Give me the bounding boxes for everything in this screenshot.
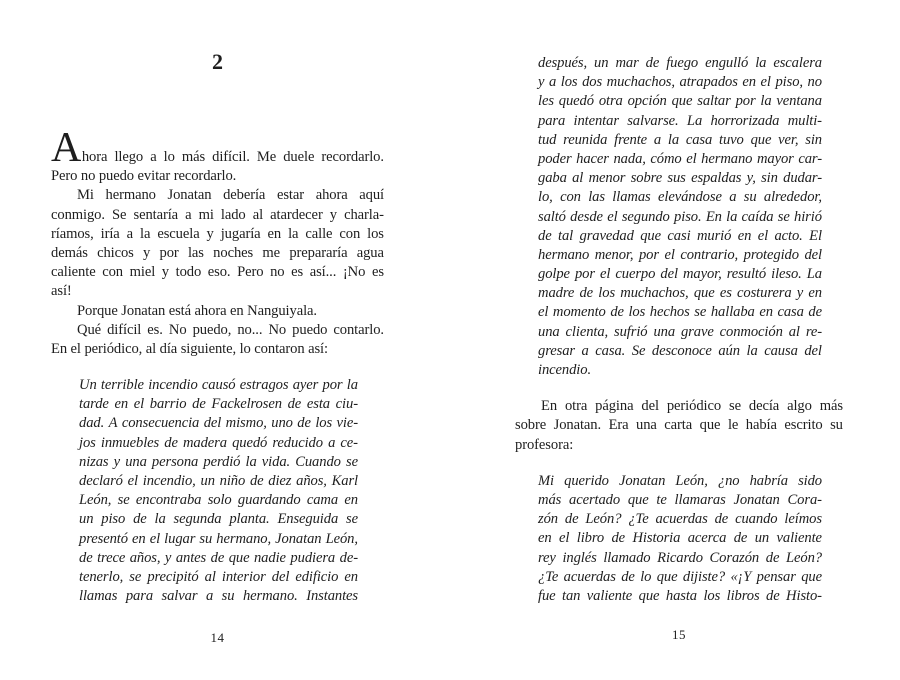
text-line: poder hacer nada, cómo el hermano mayor car-: [538, 150, 822, 167]
text-line: Pero no puedo evitar recordarlo.: [51, 168, 237, 185]
paragraph: [51, 321, 384, 359]
text-line: En otra página del periódico se decía algo más: [541, 398, 843, 415]
text-line: tarde en el barrio de Fackelrosen de esta ciu-: [79, 396, 358, 413]
text-line: Qué difícil es. No puedo, no... No puedo contarlo.: [77, 321, 384, 338]
text-line: jos inmuebles de madera quedó reducido a ce-: [79, 434, 358, 451]
text-line: de trece años, y antes de que nadie pudiera de-: [79, 549, 358, 566]
text-line: conmigo. Se sentaría a mi lado al atardecer y charla-: [51, 206, 384, 223]
text-line: incendio.: [538, 362, 592, 378]
text-line: zón de León? ¿Te acuerdas de cuando leímos: [538, 511, 822, 528]
text-line: hermano menor, por el contrario, protegido del: [538, 246, 822, 263]
text-line: un piso de la segunda planta. Enseguida se: [79, 511, 358, 528]
text-line: más acertado que te llamaras Jonatan Cora-: [538, 491, 822, 508]
page-number-left: 14: [210, 630, 225, 645]
text-line: Mi querido Jonatan León, ¿no habría sido: [538, 472, 822, 489]
text-line: presentó en el lugar su hermano, Jonatan León,: [79, 530, 358, 547]
text-line: tenerlo, se precipitó al interior del edificio en: [79, 568, 358, 585]
text-line: dad. A consecuencia del mismo, uno de los vie-: [79, 415, 358, 432]
quote-block: [538, 54, 822, 380]
text-line: después, un mar de fuego engulló la escalera: [538, 55, 822, 71]
text-line: En el periódico, al día siguiente, lo contaron así:: [51, 340, 328, 357]
text-line: llamas para salvar a su hermano. Instantes: [79, 588, 358, 605]
text-line: rey inglés llamado Ricardo Corazón de León?: [538, 549, 822, 566]
text-line: demás chicos y por las noches me prepararía agua: [51, 244, 384, 261]
text-line: profesora:: [515, 436, 574, 453]
page-body-left: [51, 125, 384, 606]
text-line: gaba al menor sobre sus espaldas y, sin dudar-: [538, 170, 822, 187]
page-left: [51, 0, 384, 680]
text-line: Ahora llego a lo más difícil. Me duele recordarlo.: [51, 125, 384, 171]
paragraph: [51, 302, 384, 321]
paragraph: [515, 397, 843, 455]
text-line: León, se encontraba solo guardando cama en: [79, 492, 358, 509]
paragraph: [51, 125, 384, 186]
page-number-right: 15: [672, 627, 686, 642]
text-line: en el libro de Historia acerca de un valiente: [538, 530, 822, 547]
text-line: ríamos, iría a la escuela y jugaría en la calle con los: [51, 225, 384, 242]
text-line: sobre Jonatan. Era una carta que le había escrito su: [515, 417, 843, 434]
text-line: saltó desde el segundo piso. En la caída se hirió: [538, 208, 822, 225]
text-line: para intentar salvarse. La horrorizada multi-: [538, 112, 822, 129]
text-line: y a los dos muchachos, atrapados en el piso, no: [538, 74, 822, 91]
chapter-number: 2: [212, 49, 223, 74]
text-line: nizas y una persona perdió la vida. Cuando se: [79, 453, 358, 470]
text-line: de tal gravedad que casi murió en el acto. El: [538, 227, 822, 244]
quote-block: [538, 472, 822, 606]
paragraph: [51, 186, 384, 301]
drop-cap: A: [51, 125, 81, 171]
text-line: el momento de los hechos se hallaba en casa de: [538, 304, 822, 321]
text-line: madre de los muchachos, que es costurera y en: [538, 285, 822, 302]
text-line: fue tan valiente que hasta los libros de Histo-: [538, 587, 822, 604]
text-line: Un terrible incendio causó estragos ayer por la: [79, 377, 358, 394]
text-line: una clienta, sufrió una grave conmoción al re-: [538, 323, 822, 340]
text-line: así!: [51, 283, 72, 300]
text-line: Mi hermano Jonatan debería estar ahora aquí: [77, 187, 384, 204]
text-line: Porque Jonatan está ahora en Nanguiyala.: [77, 302, 317, 319]
page-right: [515, 0, 843, 680]
text-line: declaró el incendio, un niño de diez años, Karl: [79, 473, 358, 489]
text-line: tud reunida frente a la casa tuvo que ver, sin: [538, 131, 822, 148]
text-line: caliente con miel y todo eso. Pero no es así... ¡No es: [51, 264, 384, 281]
quote-block: [79, 376, 358, 606]
text-line: ¿Te acuerdas de lo que dijiste? «¡Y pensar que: [538, 568, 822, 585]
text-line: gresar a casa. Se desconoce aún la causa del: [538, 342, 822, 359]
text-line: lo, con las llamas elevándose a su alrededor,: [538, 189, 822, 206]
text-line: golpe por el cuerpo del mayor, resultó ileso. La: [538, 266, 822, 283]
text-line: les quedó otra opción que saltar por la ventana: [538, 93, 822, 110]
page-body-right: [515, 54, 843, 606]
